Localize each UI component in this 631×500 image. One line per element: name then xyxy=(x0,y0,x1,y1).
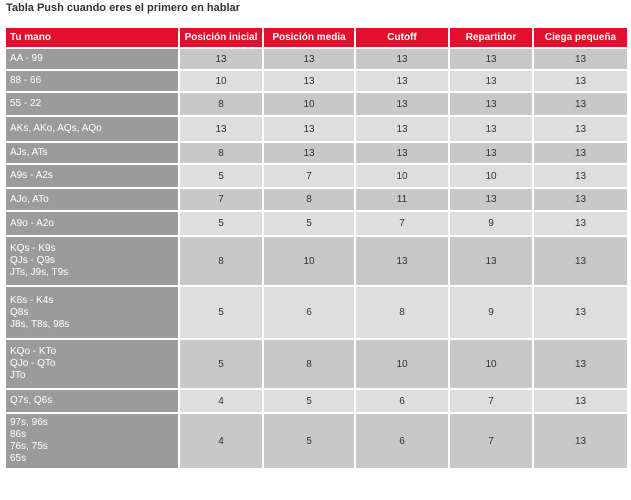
hand-cell xyxy=(6,212,178,235)
hand-cell xyxy=(6,93,178,115)
value-cell: 13 xyxy=(450,93,532,115)
value-cell: 13 xyxy=(534,237,627,285)
table-row xyxy=(6,390,627,412)
header-row xyxy=(6,28,627,47)
hand-cell xyxy=(6,414,178,468)
table-row xyxy=(6,165,627,187)
value-cell: 4 xyxy=(180,390,262,412)
column-header-early-position: Posición inicial xyxy=(180,28,262,47)
hand-line: J8s, T8s, 98s xyxy=(10,318,70,330)
value-cell: 10 xyxy=(450,340,532,388)
hand-cell xyxy=(6,390,178,412)
value-cell: 13 xyxy=(450,117,532,141)
table-row xyxy=(6,117,627,141)
value-cell: 13 xyxy=(450,71,532,91)
hand-cell xyxy=(6,237,178,285)
hand-line: 76s, 75s xyxy=(10,441,48,452)
column-header-dealer: Repartidor xyxy=(450,28,532,47)
value-cell: 7 xyxy=(356,212,448,235)
value-cell: 13 xyxy=(264,143,354,163)
hand-line: Q8s xyxy=(10,306,29,318)
hand-line: AKs, AKo, AQs, AQo xyxy=(10,123,102,134)
value-cell: 13 xyxy=(534,189,627,210)
value-cell: 10 xyxy=(264,93,354,115)
value-cell: 13 xyxy=(450,189,532,210)
hand-cell xyxy=(6,143,178,163)
value-cell: 13 xyxy=(264,117,354,141)
table-row xyxy=(6,414,627,468)
value-cell: 5 xyxy=(264,390,354,412)
value-cell: 8 xyxy=(180,93,262,115)
value-cell: 13 xyxy=(534,340,627,388)
hand-cell xyxy=(6,340,178,388)
value-cell: 10 xyxy=(264,237,354,285)
value-cell: 13 xyxy=(534,93,627,115)
value-cell: 9 xyxy=(450,212,532,235)
value-cell: 5 xyxy=(180,340,262,388)
value-cell: 13 xyxy=(534,165,627,187)
value-cell: 5 xyxy=(264,212,354,235)
hand-line: K8s - K4s xyxy=(10,294,54,306)
value-cell: 8 xyxy=(356,287,448,338)
table-row xyxy=(6,189,627,210)
value-cell: 13 xyxy=(534,414,627,468)
value-cell: 5 xyxy=(180,212,262,235)
value-cell: 8 xyxy=(264,189,354,210)
hand-line: KQs - K9s xyxy=(10,243,56,254)
column-header-hand: Tu mano xyxy=(6,28,178,47)
hand-line: QJs - Q9s xyxy=(10,255,56,266)
hand-line: 97s, 96s xyxy=(10,417,48,428)
value-cell: 13 xyxy=(450,49,532,69)
value-cell: 10 xyxy=(450,165,532,187)
value-cell: 7 xyxy=(180,189,262,210)
hand-cell xyxy=(6,49,178,69)
value-cell: 13 xyxy=(450,237,532,285)
value-cell: 8 xyxy=(180,237,262,285)
value-cell: 10 xyxy=(356,340,448,388)
hand-line: 55 - 22 xyxy=(10,98,42,109)
value-cell: 13 xyxy=(356,71,448,91)
table-row xyxy=(6,340,627,388)
value-cell: 13 xyxy=(356,49,448,69)
value-cell: 6 xyxy=(356,390,448,412)
value-cell: 11 xyxy=(356,189,448,210)
hand-cell xyxy=(6,165,178,187)
value-cell: 10 xyxy=(180,71,262,91)
table-row xyxy=(6,93,627,115)
hand-line: QJo - QTo xyxy=(10,358,56,369)
table-row xyxy=(6,143,627,163)
hand-line: AJo, ATo xyxy=(10,193,49,205)
value-cell: 13 xyxy=(356,143,448,163)
value-cell: 10 xyxy=(356,165,448,187)
value-cell: 13 xyxy=(356,117,448,141)
hand-cell xyxy=(6,287,178,338)
column-header-middle-position: Posición media xyxy=(264,28,354,47)
value-cell: 13 xyxy=(264,71,354,91)
table-title: Tabla Push cuando eres el primero en hablar xyxy=(6,2,240,14)
value-cell: 7 xyxy=(264,165,354,187)
hand-line: AA - 99 xyxy=(10,53,43,64)
table-row xyxy=(6,49,627,69)
value-cell: 7 xyxy=(450,414,532,468)
hand-line: JTs, J9s, T9s xyxy=(10,267,69,278)
value-cell: 8 xyxy=(180,143,262,163)
value-cell: 13 xyxy=(534,390,627,412)
value-cell: 13 xyxy=(534,143,627,163)
table-row xyxy=(6,237,627,285)
table-row xyxy=(6,212,627,235)
table-row xyxy=(6,71,627,91)
value-cell: 5 xyxy=(264,414,354,468)
value-cell: 5 xyxy=(180,287,262,338)
value-cell: 13 xyxy=(180,117,262,141)
column-header-small-blind: Ciega pequeña xyxy=(534,28,627,47)
value-cell: 13 xyxy=(356,237,448,285)
value-cell: 13 xyxy=(356,93,448,115)
value-cell: 13 xyxy=(264,49,354,69)
value-cell: 13 xyxy=(534,212,627,235)
push-table xyxy=(4,26,629,470)
value-cell: 13 xyxy=(180,49,262,69)
value-cell: 13 xyxy=(534,71,627,91)
value-cell: 8 xyxy=(264,340,354,388)
hand-line: JTo xyxy=(10,370,26,381)
value-cell: 13 xyxy=(450,143,532,163)
hand-line: Q7s, Q6s xyxy=(10,395,53,406)
hand-line: 88 - 66 xyxy=(10,75,42,86)
value-cell: 13 xyxy=(534,287,627,338)
value-cell: 9 xyxy=(450,287,532,338)
table-row xyxy=(6,287,627,338)
hand-line: KQo - KTo xyxy=(10,346,57,357)
hand-line: A9s - A2s xyxy=(10,170,53,181)
hand-cell xyxy=(6,71,178,91)
hand-line: 65s xyxy=(10,453,27,464)
value-cell: 13 xyxy=(534,49,627,69)
value-cell: 4 xyxy=(180,414,262,468)
hand-line: AJs, ATs xyxy=(10,147,48,158)
hand-line: A9o - A2o xyxy=(10,217,54,229)
table-body xyxy=(6,49,627,468)
value-cell: 13 xyxy=(534,117,627,141)
hand-cell xyxy=(6,189,178,210)
value-cell: 6 xyxy=(356,414,448,468)
value-cell: 6 xyxy=(264,287,354,338)
hand-cell xyxy=(6,117,178,141)
hand-line: 86s xyxy=(10,429,27,440)
value-cell: 7 xyxy=(450,390,532,412)
column-header-cutoff: Cutoff xyxy=(356,28,448,47)
value-cell: 5 xyxy=(180,165,262,187)
